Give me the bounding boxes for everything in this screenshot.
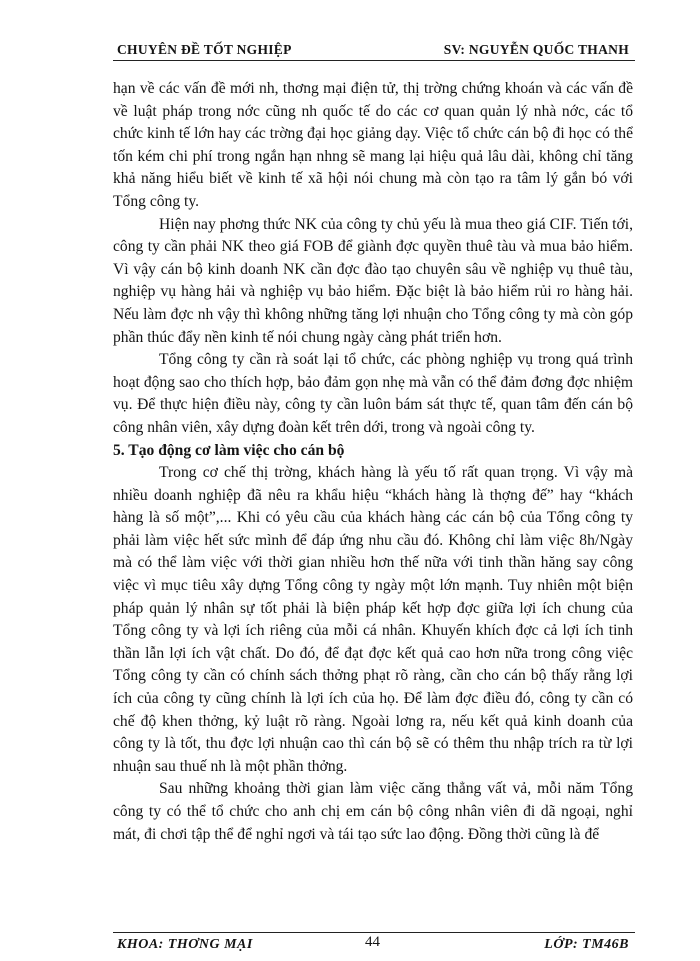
paragraph-4: Trong cơ chế thị trờng, khách hàng là yếu tố rất quan trọng. Vì vậy mà nhiều doanh nghiệp đã nêu ra khẩu hiệu “khách hàng là thợng đế” hay “khách hàng là số một”,... Khi có yêu cầu của khách hàng các cán bộ của Tổng công ty phải làm việc hết sức mình để đáp ứng nhu cầu đó. Không chỉ làm việc 8h/Ngày mà có thể làm việc với thời gian nhiều hơn thế nữa với tinh thần hăng say công việc vì mục tiêu xây dựng Tổng công ty ngày một lớn mạnh. Tuy nhiên một biện pháp quản lý nhân sự tốt phải là biện pháp kết hợp đợc giữa lợi ích chung của Tổng công ty và lợi ích riêng của mỗi cá nhân. Khuyến khích đợc cả lợi ích tinh thần lẫn lợi ích vật chất. Do đó, để đạt đợc kết quả cao hơn nữa trong công việc Tổng công ty cần có chính sách thởng phạt rõ ràng, cần cho cán bộ thấy rằng lợi ích của công ty cũng chính là lợi ích của họ. Để làm đợc điều đó, công ty cần có chế độ khen thởng, kỷ luật rõ ràng. Ngoài lơng ra, nếu kết quả kinh doanh của công ty là tốt, thu đợc lợi nhuận cao thì cán bộ sẽ có thêm thu nhập trích ra từ lợi nhuận sau thuế nh là một phần thởng. bbox=[113, 464, 633, 775]
page-footer bbox=[113, 932, 635, 961]
section-heading: 5. Tạo động cơ làm việc cho cán bộ bbox=[113, 441, 345, 459]
paragraph-3: Tổng công ty cần rà soát lại tổ chức, các phòng nghiệp vụ trong quá trình hoạt động sao cho thích hợp, bảo đảm gọn nhẹ mà vẫn có thể đảm đơng đợc nhiệm vụ. Để thực hiện điều này, công ty cần luôn bám sát thực tế, quan tâm đến cán bộ công nhân viên, xây dựng đoàn kết trên dới, trong và ngoài công ty. bbox=[113, 351, 633, 436]
header-title: CHUYÊN ĐỀ TỐT NGHIỆP bbox=[117, 42, 292, 57]
paragraph-1: hạn về các vấn đề mới nh, thơng mại điện tử, thị trờng chứng khoán và các vấn đề về luật pháp trong nớc cũng nh quốc tế do các cơ quan quản lý nhà nớc, các tổ chức kinh tế lớn hay các trờng đại học giảng dạy. Việc tổ chức cán bộ đi học có thể tốn kém chi phí trong ngắn hạn nhng sẽ mang lại hiệu quả lâu dài, không chỉ tăng khả năng hiểu biết về kinh tế xã hội nói chung mà còn tạo ra tâm lý gắn bó với Tổng công ty. bbox=[113, 80, 633, 210]
header-student: SV: NGUYỄN QUỐC THANH bbox=[443, 42, 629, 57]
footer-class: LỚP: TM46B bbox=[544, 937, 629, 952]
page-header bbox=[113, 40, 635, 61]
page-number: 44 bbox=[365, 934, 380, 950]
footer-faculty: KHOA: THƠNG MẠI bbox=[117, 937, 253, 952]
document-body bbox=[113, 78, 633, 846]
paragraph-5: Sau những khoảng thời gian làm việc căng thẳng vất vả, mỗi năm Tổng công ty có thể tổ chức cho anh chị em cán bộ công nhân viên đi dã ngoại, nghỉ mát, đi chơi tập thể để nghỉ ngơi và tái tạo sức lao động. Đồng thời cũng là để bbox=[113, 780, 633, 843]
paragraph-2: Hiện nay phơng thức NK của công ty chủ yếu là mua theo giá CIF. Tiến tới, công ty cần phải NK theo giá FOB để giành đợc quyền thuê tàu và mua bảo hiểm. Vì vậy cán bộ kinh doanh NK cần đợc đào tạo chuyên sâu về nghiệp vụ thuê tàu, nghiệp vụ hàng hải và nghiệp vụ bảo hiểm. Đặc biệt là bảo hiểm rủi ro hàng hải. Nếu làm đợc nh vậy thì không những tăng lợi nhuận cho Tổng công ty mà còn góp phần thúc đẩy nền kinh tế nói chung ngày càng phát triển hơn. bbox=[113, 215, 633, 346]
